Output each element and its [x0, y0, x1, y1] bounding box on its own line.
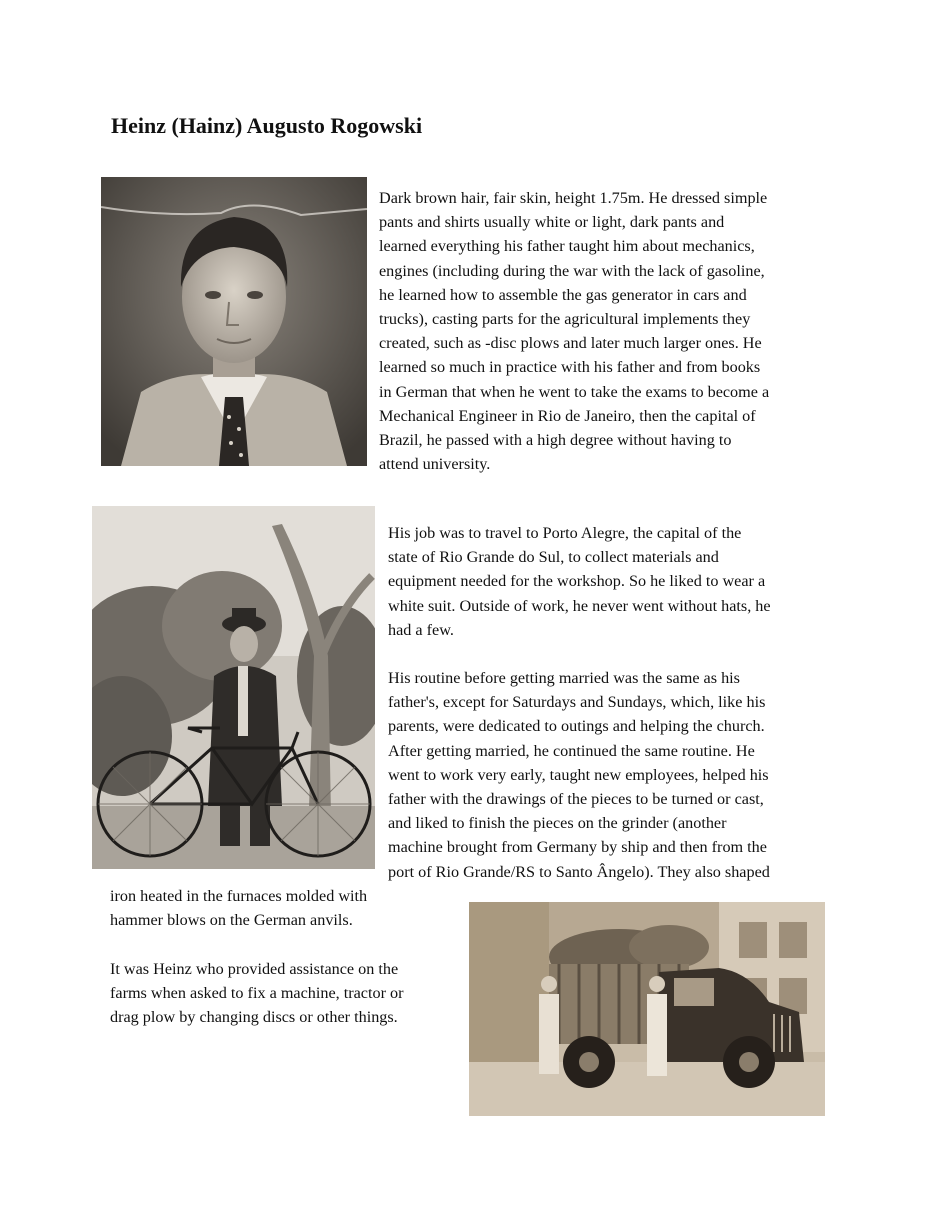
job-paragraph [388, 521, 828, 642]
text-line: he learned how to assemble the gas generator in cars and [379, 285, 747, 304]
text-line: farms when asked to fix a machine, tractor or [110, 984, 404, 1003]
text-line: had a few. [388, 620, 454, 639]
text-line: machine brought from Germany by ship and then from the [388, 838, 767, 857]
text-line: and liked to finish the pieces on the grinder (another [388, 814, 727, 833]
text-line: father's, except for Saturdays and Sundays, which, like his [388, 693, 766, 712]
routine-paragraph [388, 666, 828, 884]
text-line: drag plow by changing discs or other things. [110, 1008, 398, 1027]
text-line: went to work very early, taught new employees, helped his [388, 765, 769, 784]
text-line: white suit. Outside of work, he never went without hats, he [388, 596, 771, 615]
text-line: pants and shirts usually white or light, dark pants and [379, 213, 725, 232]
routine-paragraph-continued [110, 884, 450, 932]
text-line: It was Heinz who provided assistance on the [110, 960, 399, 978]
text-line: Brazil, he passed with a high degree without having to [379, 431, 732, 450]
assistance-paragraph [110, 957, 450, 1030]
text-line: learned so much in practice with his father and from books [379, 358, 761, 377]
man-with-bicycle-photo [92, 506, 375, 869]
text-line: created, such as -disc plows and later much larger ones. He [379, 334, 762, 353]
text-line: state of Rio Grande do Sul, to collect materials and [388, 548, 719, 567]
portrait-photo [101, 177, 367, 466]
text-line: learned everything his father taught him about mechanics, [379, 237, 755, 256]
text-line: trucks), casting parts for the agricultural implements they [379, 310, 751, 329]
text-line: parents, were dedicated to outings and helping the church. [388, 717, 765, 736]
text-line: His routine before getting married was the same as his [388, 669, 740, 687]
text-line: in German that when he went to take the exams to become a [379, 382, 770, 401]
text-line: iron heated in the furnaces molded with [110, 887, 368, 905]
text-line: Mechanical Engineer in Rio de Janeiro, then the capital of [379, 406, 756, 425]
page-title: Heinz (Hainz) Augusto Rogowski [111, 113, 423, 138]
text-line: His job was to travel to Porto Alegre, the capital of the [388, 524, 742, 542]
text-line: father with the drawings of the pieces to be turned or cast, [388, 790, 764, 809]
text-line: Dark brown hair, fair skin, height 1.75m. He dressed simple [379, 189, 768, 207]
text-line: After getting married, he continued the same routine. He [388, 741, 755, 760]
text-line: hammer blows on the German anvils. [110, 911, 353, 930]
description-paragraph [379, 186, 829, 476]
text-line: port of Rio Grande/RS to Santo Ângelo). They also shaped [388, 862, 770, 881]
text-line: attend university. [379, 455, 491, 474]
truck-photo [469, 902, 825, 1116]
text-line: equipment needed for the workshop. So he liked to wear a [388, 572, 766, 591]
text-line: engines (including during the war with the lack of gasoline, [379, 261, 765, 280]
